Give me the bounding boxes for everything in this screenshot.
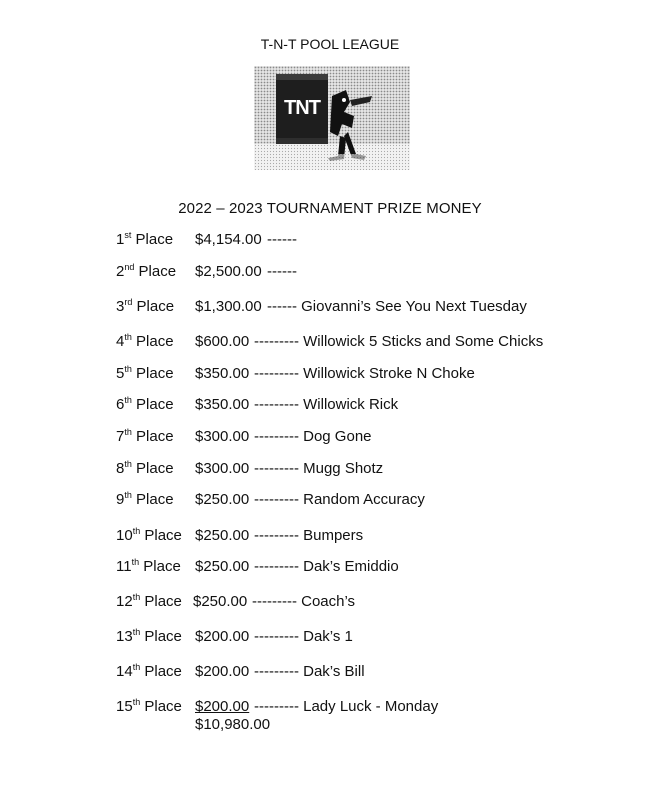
- prize-amount: $250.00: [195, 491, 250, 508]
- place-number: 15: [116, 698, 133, 715]
- place-label: [116, 663, 182, 680]
- place-word: Place: [136, 365, 174, 382]
- place-number: 11: [116, 558, 132, 575]
- team-name: --------- Bumpers: [254, 527, 364, 544]
- place-word: Place: [136, 491, 174, 508]
- place-word: Place: [144, 628, 182, 645]
- team-name: --------- Dak’s Bill: [254, 663, 365, 680]
- place-label: [116, 396, 174, 413]
- team-name: --------- Willowick Rick: [254, 396, 399, 413]
- place-word: Place: [135, 231, 174, 248]
- place-word: Place: [136, 298, 175, 315]
- place-label: [116, 527, 182, 544]
- place-label: [116, 365, 174, 382]
- place-suffix: th: [124, 332, 132, 342]
- team-name: --------- Dak’s 1: [254, 628, 353, 645]
- prize-amount: $250.00: [195, 527, 250, 544]
- prize-amount: $300.00: [195, 460, 250, 477]
- prize-amount: $350.00: [195, 365, 250, 382]
- place-suffix: th: [132, 526, 141, 536]
- place-label: [116, 263, 176, 280]
- prize-amount: $1,300.00: [195, 298, 262, 315]
- team-name: --------- Dak’s Emiddio: [254, 558, 399, 575]
- place-number: 1: [116, 231, 125, 248]
- place-label: [116, 558, 181, 575]
- place-suffix: rd: [124, 297, 133, 307]
- place-word: Place: [138, 263, 177, 280]
- place-suffix: th: [132, 627, 141, 637]
- place-number: 8: [116, 460, 125, 477]
- place-word: Place: [136, 428, 174, 445]
- team-name: --------- Mugg Shotz: [254, 460, 384, 477]
- logo-text: TNT: [284, 97, 320, 119]
- team-name: --------- Lady Luck - Monday: [254, 698, 439, 715]
- prize-amount: $250.00: [193, 593, 248, 610]
- place-number: 5: [116, 365, 125, 382]
- place-number: 14: [116, 663, 133, 680]
- place-suffix: th: [132, 662, 141, 672]
- team-name: --------- Dog Gone: [254, 428, 372, 445]
- place-word: Place: [144, 527, 182, 544]
- place-number: 7: [116, 428, 125, 445]
- prize-amount: $200.00: [195, 663, 250, 680]
- place-word: Place: [136, 333, 174, 350]
- place-word: Place: [144, 593, 182, 610]
- place-label: [116, 428, 174, 445]
- place-word: Place: [136, 460, 174, 477]
- prize-amount: $4,154.00: [195, 231, 262, 248]
- tnt-logo-image: [254, 66, 410, 170]
- place-number: 3: [116, 298, 125, 315]
- place-word: Place: [144, 698, 182, 715]
- place-number: 6: [116, 396, 125, 413]
- prize-amount: $2,500.00: [195, 263, 262, 280]
- team-name: --------- Willowick 5 Sticks and Some Chicks: [254, 333, 544, 350]
- prize-amount: $250.00: [195, 558, 250, 575]
- place-label: [116, 333, 174, 350]
- place-suffix: st: [124, 230, 132, 240]
- team-name: --------- Random Accuracy: [254, 491, 425, 508]
- prize-amount: $350.00: [195, 396, 250, 413]
- place-suffix: th: [124, 459, 132, 469]
- place-number: 12: [116, 593, 133, 610]
- place-suffix: th: [124, 427, 132, 437]
- team-name: ------: [267, 263, 297, 280]
- place-label: [116, 593, 182, 610]
- place-label: [116, 628, 182, 645]
- place-number: 2: [116, 263, 125, 280]
- place-number: 9: [116, 491, 125, 508]
- prize-amount: $200.00: [195, 628, 250, 645]
- prize-amount: $200.00: [195, 698, 250, 715]
- place-suffix: th: [132, 697, 141, 707]
- team-name: ------ Giovanni’s See You Next Tuesday: [267, 298, 527, 315]
- prize-total: $10,980.00: [195, 716, 271, 733]
- place-suffix: th: [124, 364, 132, 374]
- place-number: 10: [116, 527, 133, 544]
- place-label: [116, 698, 182, 715]
- place-suffix: th: [131, 557, 140, 567]
- team-name: --------- Coach’s: [252, 593, 356, 610]
- place-label: [116, 298, 174, 315]
- place-suffix: nd: [124, 262, 135, 272]
- prize-money-heading: 2022 – 2023 TOURNAMENT PRIZE MONEY: [178, 200, 482, 217]
- team-name: ------: [267, 231, 297, 248]
- place-suffix: th: [124, 395, 132, 405]
- prize-amount: $600.00: [195, 333, 250, 350]
- place-word: Place: [143, 558, 181, 575]
- team-name: --------- Willowick Stroke N Choke: [254, 365, 475, 382]
- place-number: 4: [116, 333, 125, 350]
- place-word: Place: [136, 396, 174, 413]
- place-suffix: th: [132, 592, 141, 602]
- place-number: 13: [116, 628, 133, 645]
- place-label: [116, 231, 173, 248]
- place-word: Place: [144, 663, 182, 680]
- place-label: [116, 491, 174, 508]
- place-suffix: th: [124, 490, 132, 500]
- document-title: T-N-T POOL LEAGUE: [260, 36, 400, 52]
- prize-amount: $300.00: [195, 428, 250, 445]
- place-label: [116, 460, 174, 477]
